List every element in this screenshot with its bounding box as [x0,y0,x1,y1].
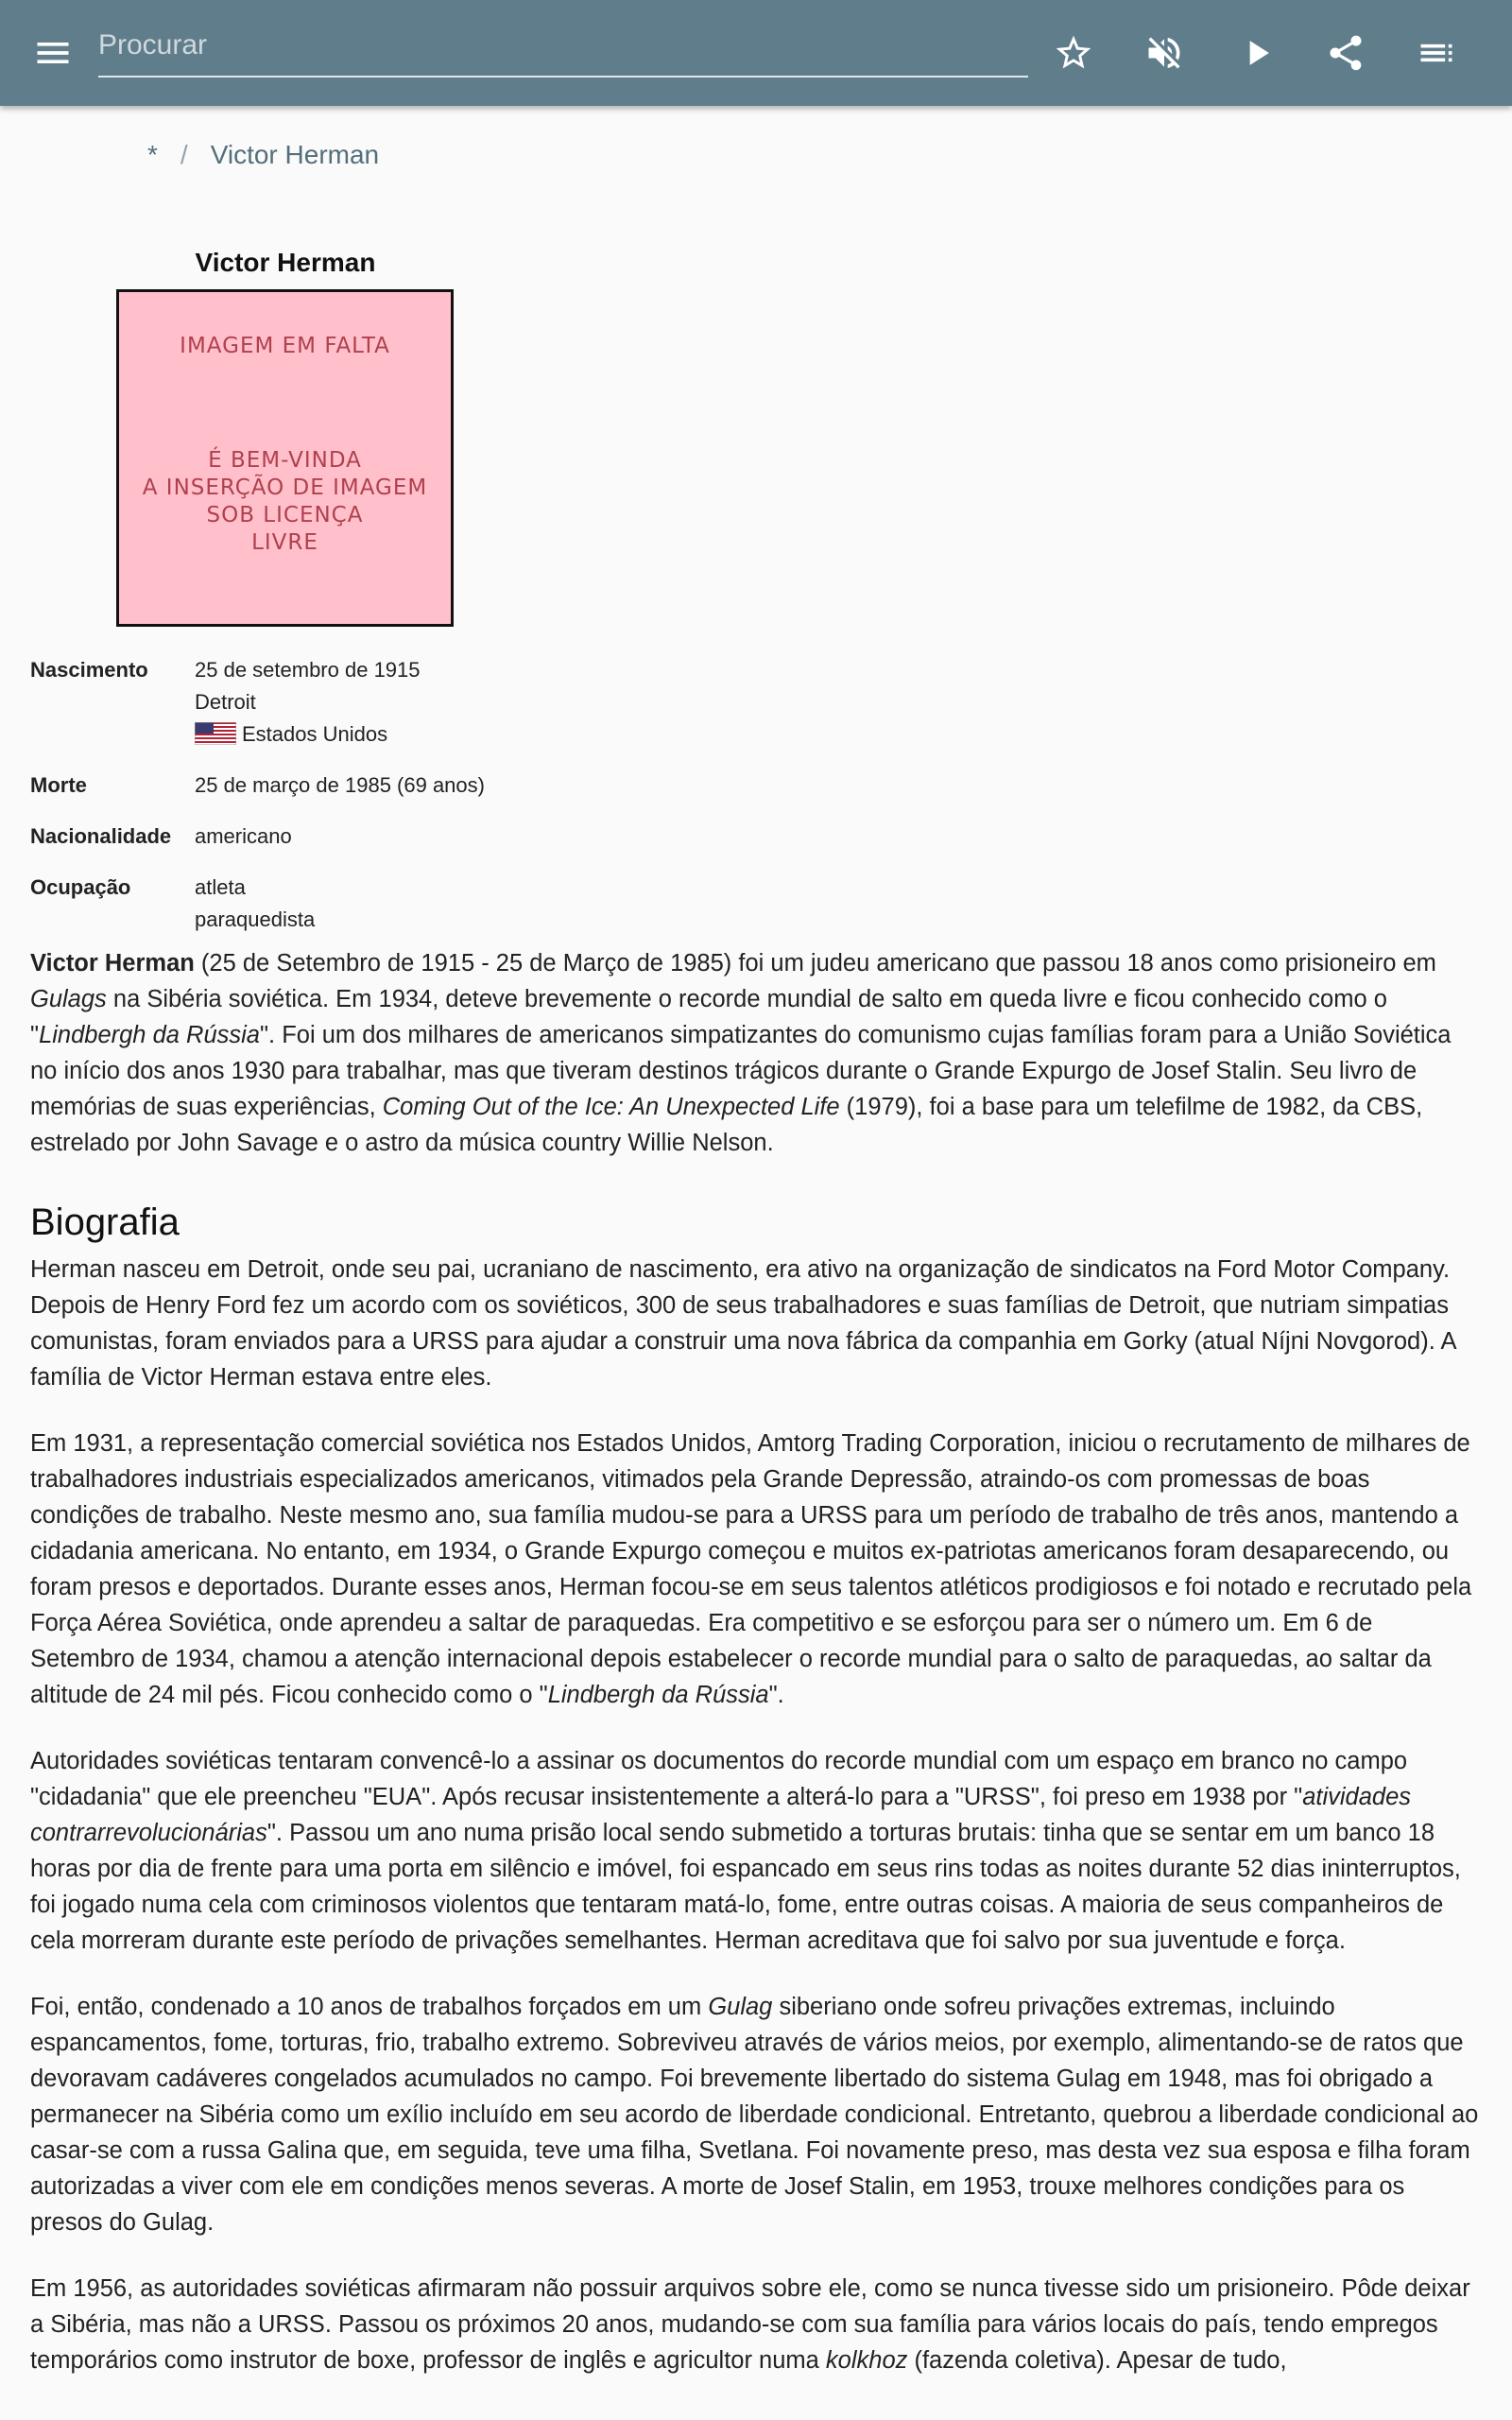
subject-name: Victor Herman [30,950,195,977]
table-of-contents-button[interactable] [1410,26,1463,79]
article-body [30,945,1482,2409]
infobox-row-death [30,769,559,802]
infobox-value [195,654,559,751]
link-gulag[interactable]: Gulag [708,1994,773,2020]
infobox-label: Nascimento [30,658,148,682]
top-app-bar [0,0,1512,106]
infobox-row-occupation [30,872,559,936]
infobox-label: Nacionalidade [30,824,172,848]
text-run: ". Passou um ano numa prisão local sendo submetido a torturas brutais: tinha que se sentar em um banco 18 horas por dia de frente para uma porta em silêncio e imóvel, foi espancado em seus rins todas as noites durante 52 dias ininterruptos, foi jogado numa cela com criminosos violentos que tentaram matá-lo, fome, entre outras coisas. A maioria de seus companheiros de cela morreram durante este período de privações semelhantes. Herman acreditava que foi salvo por sua juventude e força. [30,1820,1461,1954]
text-run: Foi, então, condenado a 10 anos de trabalhos forçados em um [30,1994,709,2020]
placeholder-line: A INSERÇÃO DE IMAGEM [142,475,428,500]
infobox-label: Morte [30,773,87,797]
bio-paragraph [30,2271,1482,2378]
star-icon [1053,32,1094,74]
breadcrumb-home-link[interactable]: * [147,140,158,169]
infobox-title [30,248,541,278]
italic-text: Lindbergh da Rússia [547,1682,769,1708]
link-gulags[interactable]: Gulags [30,986,107,1012]
breadcrumb-separator: / [180,140,188,169]
infobox-value [195,872,559,936]
search-bar[interactable] [98,21,1028,78]
bio-paragraph [30,1426,1482,1713]
birth-city[interactable]: Detroit [195,690,256,714]
link-kolkhoz[interactable]: kolkhoz [825,2347,908,2374]
text-run: (1979), foi a base para um telefilme de 1982, da CBS, estrelado por John Savage e o astro da música country Willie Nelson. [30,1094,1423,1156]
text-run: Autoridades soviéticas tentaram convencê-lo a assinar os documentos do recorde mundial com um espaço em branco no campo "cidadania" que ele preencheu "EUA". Após recusar insistentemente a alterá-lo para a "URSS", foi preso em 1938 por " [30,1748,1408,1810]
text-run: (fazenda coletiva). Apesar de tudo, [907,2347,1287,2374]
text-run: siberiano onde sofreu privações extremas, incluindo espancamentos, fome, torturas, frio, trabalho extremo. Sobreviveu através de vários meios, por exemplo, alimentando-se de ratos que devoravam cadáveres congelados acumulados no campo. Foi brevemente libertado do sistema Gulag em 1948, mas foi obrigado a permanecer na Sibéria como um exílio incluído em seu acordo de liberdade condicional. Entretanto, quebrou a liberdade condicional ao casar-se com a russa Galina que, em seguida, teve uma filha, Svetlana. Foi novamente preso, mas desta vez sua esposa e filha foram autorizadas a viver com ele em condições menos severas. A morte de Josef Stalin, em 1953, trouxe melhores condições para os presos do Gulag. [30,1994,1479,2236]
placeholder-message [119,447,451,557]
infobox-table [30,654,559,955]
infobox-label: Ocupação [30,875,131,899]
occupation-item[interactable]: paraquedista [195,908,316,931]
infobox-value [195,769,559,802]
birth-country[interactable] [195,718,559,751]
occupation-item[interactable]: atleta [195,875,246,899]
death-date[interactable]: 25 de março de 1985 (69 anos) [195,773,485,797]
volume-off-icon [1143,32,1185,74]
bio-paragraph [30,1989,1482,2240]
bio-paragraph [30,1743,1482,1959]
text-run: Em 1956, as autoridades soviéticas afirmaram não possuir arquivos sobre ele, como se nunca tivesse sido um prisioneiro. Pôde deixar a Sibéria, mas não a URSS. Passou os próximos 20 anos, mudando-se com sua família para vários locais do país, tendo empregos temporários como instrutor de boxe, professor de inglês e agricultor numa [30,2275,1470,2374]
infobox-row-birth [30,654,559,751]
play-icon [1236,32,1278,74]
share-button[interactable] [1319,26,1372,79]
menu-button[interactable] [26,26,79,79]
infobox-title-text: Victor Herman [195,248,376,277]
breadcrumb [147,140,379,170]
toc-icon [1416,32,1457,74]
intro-paragraph [30,945,1482,1161]
mute-button[interactable] [1138,26,1191,79]
text-run: ". Foi um dos milhares de americanos simpatizantes do comunismo cujas famílias foram para a União Soviética no início dos anos 1930 para trabalhar, mas que tiveram destinos trágicos durante o Grande Expurgo de Josef Stalin. Seu livro de memórias de suas experiências, [30,1022,1452,1120]
text-run: na Sibéria soviética. Em 1934, deteve brevemente o recorde mundial de salto em queda livre e ficou conhecido como o " [30,986,1387,1048]
nationality-value[interactable]: americano [195,824,292,848]
placeholder-line: É BEM-VINDA [208,448,362,473]
book-title: Coming Out of the Ice: An Unexpected Life [382,1094,840,1120]
placeholder-line: SOB LICENÇA [206,503,364,527]
birth-country-name[interactable]: Estados Unidos [242,722,388,746]
search-input[interactable] [98,21,1028,70]
text-run: Em 1931, a representação comercial soviética nos Estados Unidos, Amtorg Trading Corporation, iniciou o recrutamento de milhares de trabalhadores industriais especializados americanos, vitimados pela Grande Depressão, atraindo-os com promessas de boas condições de trabalho. Neste mesmo ano, sua família mudou-se para a URSS para um período de trabalho de três anos, mantendo a cidadania americana. No entanto, em 1934, o Grande Expurgo começou e muitos ex-patriotas americanos foram desaparecendo, ou foram presos e deportados. Durante esses anos, Herman focou-se em seus talentos atléticos prodigiosos e foi notado e recrutado pela Força Aérea Soviética, onde aprendeu a saltar de paraquedas. Era competitivo e se esforçou para ser o número um. Em 6 de Setembro de 1934, chamou a atenção internacional depois estabelecer o recorde mundial para o salto de paraquedas, ao saltar da altitude de 24 mil pés. Ficou conhecido como o " [30,1430,1472,1708]
birth-date[interactable]: 25 de setembro de 1915 [195,658,421,682]
play-button[interactable] [1230,26,1283,79]
section-heading-biografia: Biografia [30,1201,180,1243]
breadcrumb-current[interactable]: Victor Herman [210,140,380,169]
italic-text: Lindbergh da Rússia [39,1022,260,1048]
bio-paragraph: Herman nasceu em Detroit, onde seu pai, ucraniano de nascimento, era ativo na organização de sindicatos na Ford Motor Company. Depois de Henry Ford fez um acordo com os soviéticos, 300 de seus trabalhadores e suas famílias de Detroit, que nutriam simpatias comunistas, foram enviados para a URSS para ajudar a construir uma nova fábrica da companhia em Gorky (atual Níjni Novgorod). A família de Victor Herman estava entre eles. [30,1256,1456,1391]
bookmark-button[interactable] [1047,26,1100,79]
placeholder-heading: IMAGEM EM FALTA [180,334,390,358]
placeholder-line: LIVRE [251,530,318,555]
infobox-value [195,821,559,853]
infobox-row-nationality [30,821,559,853]
text-run: (25 de Setembro de 1915 - 25 de Março de 1985) foi um judeu americano que passou 18 anos como prisioneiro em [194,950,1436,977]
share-icon [1325,32,1366,74]
text-run: ". [768,1682,784,1708]
missing-image-placeholder[interactable] [116,289,454,627]
us-flag-icon [195,722,236,745]
italic-text: atividades contrarrevolucionárias [30,1784,1412,1846]
menu-icon [32,32,74,74]
